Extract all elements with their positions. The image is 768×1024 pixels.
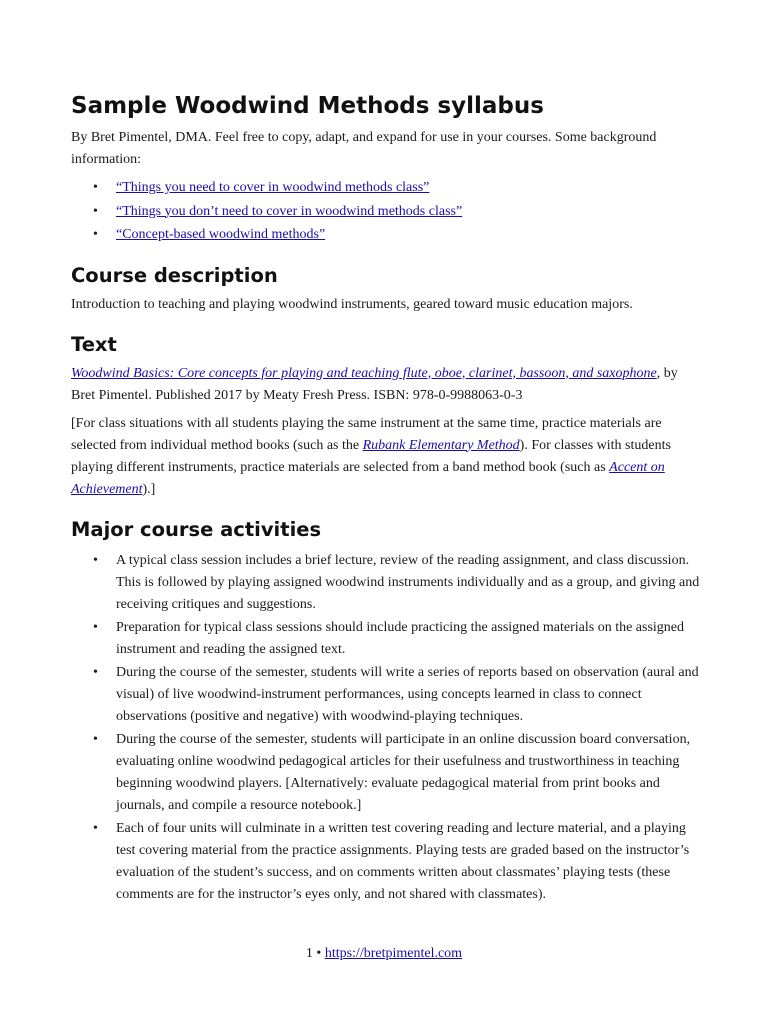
list-item — [71, 177, 703, 200]
intro-text: By Bret Pimentel, DMA. Feel free to copy, adapt, and expand for use in your courses. Some background information: — [71, 130, 657, 167]
activities-list — [71, 550, 703, 906]
page-footer — [0, 943, 768, 965]
textbook-details: , by Bret Pimentel. Published 2017 by Meaty Fresh Press. ISBN: 978-0-9988063-0-3 — [71, 365, 678, 403]
footer-separator: • — [312, 946, 325, 961]
rubank-link[interactable]: Rubank Elementary Method — [362, 437, 520, 453]
footer-website-link[interactable]: https://bretpimentel.com — [324, 946, 463, 961]
list-item: • During the course of the semester, students will participate in an online discussion board conversation, evaluating online woodwind pedagogical articles for their usefulness and trustworthiness in teaching beginning woodwind players. [Alternatively: evaluate pedagogical material from print books and journals, and compile a resource notebook.] — [71, 729, 703, 817]
link-concept-based-methods[interactable]: “Concept-based woodwind methods” — [116, 227, 326, 242]
link-things-to-cover[interactable]: “Things you need to cover in woodwind methods class” — [116, 180, 430, 195]
accent-on-achievement-link[interactable]: Accent on Achievement — [71, 459, 665, 497]
course-description-heading: Course description — [71, 263, 278, 287]
list-item — [71, 224, 703, 247]
note-text-1: [For class situations with all students playing the same instrument at the same time, practice materials are selected from individual method books (such as the — [71, 415, 662, 453]
note-text-2: ). For classes with students playing different instruments, practice materials are selected from a band method book (such as — [71, 437, 671, 475]
list-item: • Each of four units will culminate in a written test covering reading and lecture material, and a playing test covering material from the practice assignments. Playing tests are graded based on the instructor’s evaluation of the student’s success, and on comments written about classmates’ playing tests (these comments are for the instructor’s eyes only, and not shared with classmates). — [71, 818, 703, 906]
textbook-link[interactable]: Woodwind Basics: Core concepts for playing and teaching flute, oboe, clarinet, bassoon, and saxophone — [71, 365, 657, 381]
list-item: • Preparation for typical class sessions should include practicing the assigned materials on the assigned instrument and reading the assigned text. — [71, 617, 703, 661]
list-item: • During the course of the semester, students will write a series of reports based on observation (aural and visual) of live woodwind-instrument performances, using concepts learned in class to connect observations (positive and negative) with woodwind-playing techniques. — [71, 662, 703, 728]
list-item: • A typical class session includes a brief lecture, review of the reading assignment, and class discussion. This is followed by playing assigned woodwind instruments individually and as a group, and giving and receiving critiques and suggestions. — [71, 550, 703, 616]
link-things-not-to-cover[interactable]: “Things you don’t need to cover in woodwind methods class” — [116, 203, 463, 219]
document-content — [71, 84, 703, 907]
page-number: 1 — [305, 946, 313, 961]
text-heading: Text — [71, 332, 117, 356]
background-links-list — [71, 177, 703, 247]
list-item — [71, 201, 703, 224]
page-title: Sample Woodwind Methods syllabus — [71, 93, 544, 119]
practice-materials-note — [71, 413, 703, 501]
textbook-citation — [71, 363, 703, 407]
course-description-body: Introduction to teaching and playing woodwind instruments, geared toward music education majors. — [71, 296, 633, 312]
note-text-3: ).] — [142, 481, 156, 497]
activities-heading: Major course activities — [71, 517, 322, 541]
